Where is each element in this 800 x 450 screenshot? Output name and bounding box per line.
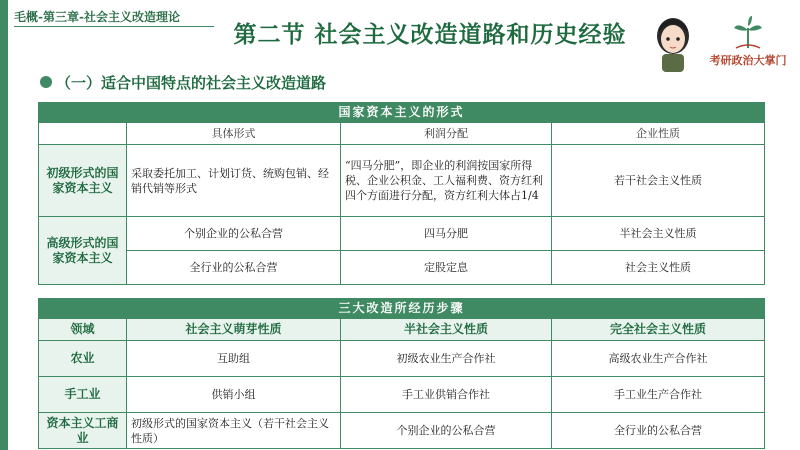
table-cell: 四马分肥 (341, 217, 552, 251)
table-cell: 互助组 (127, 341, 341, 377)
column-header: 利润分配 (341, 123, 552, 145)
column-header: 社会主义萌芽性质 (127, 319, 341, 341)
table-cell: 供销小组 (127, 377, 341, 413)
table-cell: 半社会主义性质 (552, 217, 765, 251)
table-cell: 初级形式的国家资本主义（若干社会主义性质） (127, 413, 341, 449)
column-header: 企业性质 (552, 123, 765, 145)
table-cell: 全行业的公私合营 (127, 251, 341, 285)
table-cell: 个别企业的公私合营 (341, 413, 552, 449)
table-cell: 采取委托加工、计划订货、统购包销、经销代销等形式 (127, 145, 341, 217)
table-cell: 若干社会主义性质 (552, 145, 765, 217)
table-cell: 定股定息 (341, 251, 552, 285)
table-cell: 手工业生产合作社 (552, 377, 765, 413)
left-accent-bar (0, 0, 8, 450)
column-header: 半社会主义性质 (341, 319, 552, 341)
column-header: 具体形式 (127, 123, 341, 145)
table-corner (39, 123, 127, 145)
row-header: 初级形式的国家资本主义 (39, 145, 127, 217)
avatar-illustration (650, 12, 696, 72)
brand-logo (704, 14, 792, 70)
table-row (39, 341, 765, 377)
row-header: 高级形式的国家资本主义 (39, 217, 127, 285)
row-header: 手工业 (39, 377, 127, 413)
row-header: 资本主义工商业 (39, 413, 127, 449)
table-three-transformations (38, 298, 765, 449)
table-row (39, 145, 765, 217)
table-row (39, 377, 765, 413)
table-cell: 社会主义性质 (552, 251, 765, 285)
table-row (39, 413, 765, 449)
bullet-icon (40, 76, 52, 88)
column-header: 完全社会主义性质 (552, 319, 765, 341)
page-title: 第二节 社会主义改造道路和历史经验 (233, 22, 627, 48)
breadcrumb-underline (14, 26, 214, 27)
table-title: 三大改造所经历步骤 (39, 299, 765, 319)
table-cell: 初级农业生产合作社 (341, 341, 552, 377)
leaf-icon (704, 14, 792, 52)
logo-text: 考研政治大掌门 (709, 54, 787, 67)
table-cell: “四马分肥”，即企业的利润按国家所得税、企业公积金、工人福利费、资方红利四个方面进行分配，资方红利大体占1/4 (341, 145, 552, 217)
table-cell: 个别企业的公私合营 (127, 217, 341, 251)
row-header: 农业 (39, 341, 127, 377)
table-cell: 手工业供销合作社 (341, 377, 552, 413)
section-heading: （一）适合中国特点的社会主义改造道路 (56, 74, 327, 92)
table-title: 国家资本主义的形式 (39, 103, 765, 123)
table-cell: 全行业的公私合营 (552, 413, 765, 449)
breadcrumb: 毛概-第三章-社会主义改造理论 (14, 10, 180, 24)
table-row (39, 217, 765, 251)
table-cell: 高级农业生产合作社 (552, 341, 765, 377)
table-row (39, 251, 765, 285)
column-header: 领域 (39, 319, 127, 341)
table-state-capitalism (38, 102, 765, 285)
